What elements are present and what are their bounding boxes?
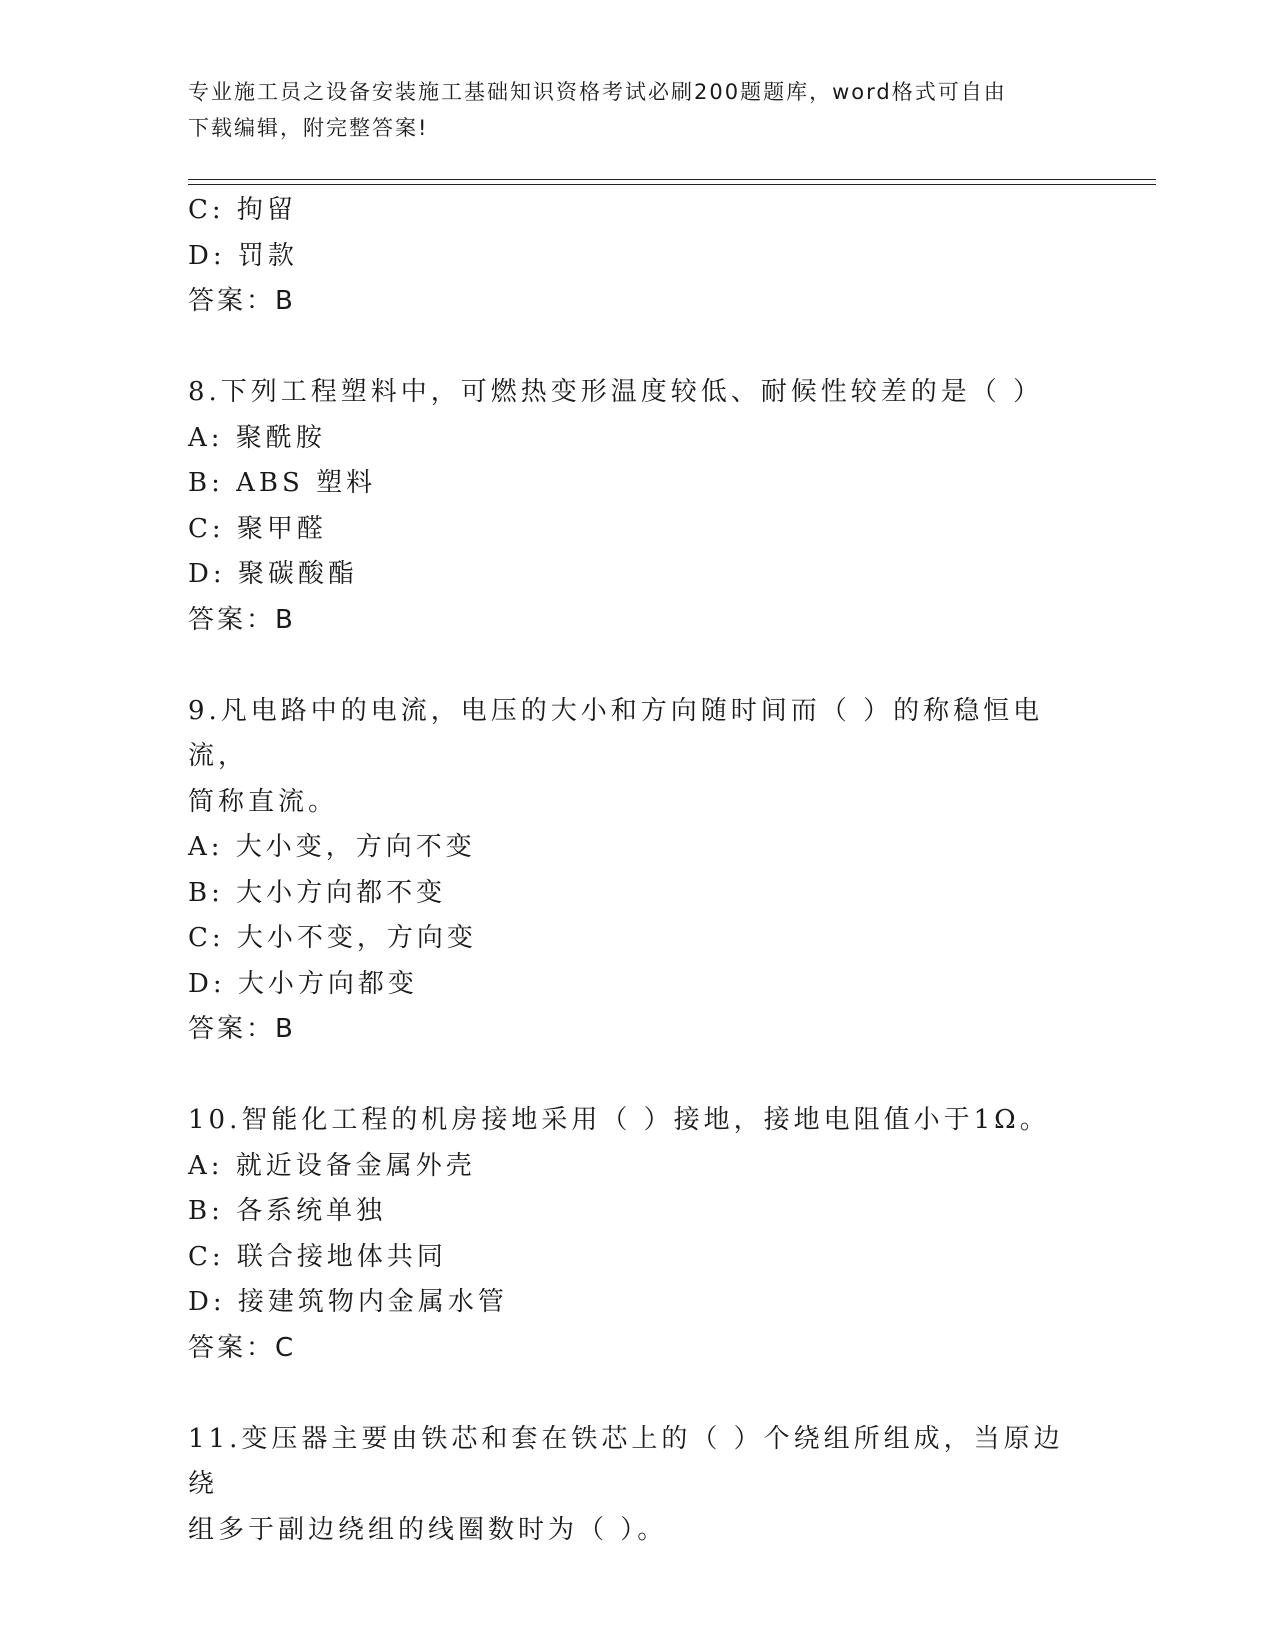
option-c: C: 聚甲醛 <box>188 513 327 544</box>
option-d: D: 罚款 <box>188 240 298 271</box>
option-b: B: ABS 塑料 <box>188 468 377 498</box>
option-d: D: 接建筑物内金属水管 <box>188 1287 508 1317</box>
document-body <box>188 188 1088 1553</box>
answer-line: 答案：B <box>188 604 296 635</box>
option-d: D: 大小方向都变 <box>188 968 418 999</box>
header-line-1: 专业施工员之设备安装施工基础知识资格考试必刷200题题库，word格式可自由 <box>188 80 1007 104</box>
question-text: 10.智能化工程的机房接地采用（ ）接地，接地电阻值小于1Ω。 <box>188 1105 1050 1135</box>
question-text: 9.凡电路中的电流，电压的大小和方向随时间而（ ）的称稳恒电流， <box>188 695 1044 771</box>
option-a: A: 就近设备金属外壳 <box>188 1150 476 1181</box>
option-b: B: 大小方向都不变 <box>188 877 447 908</box>
option-c: C: 联合接地体共同 <box>188 1241 447 1272</box>
question-block-8 <box>188 370 1088 643</box>
question-block-11 <box>188 1417 1088 1554</box>
header-rule-bottom <box>188 184 1156 185</box>
option-d: D: 聚碳酸酯 <box>188 559 358 589</box>
question-text: 8.下列工程塑料中，可燃热变形温度较低、耐候性较差的是（ ） <box>188 377 1044 407</box>
spacer <box>188 1053 1088 1099</box>
answer-line: 答案：B <box>188 1014 296 1044</box>
spacer <box>188 325 1088 371</box>
option-c: C: 大小不变，方向变 <box>188 923 477 953</box>
option-a: A: 大小变，方向不变 <box>188 832 476 862</box>
answer-line: 答案：B <box>188 286 296 316</box>
question-block-10 <box>188 1098 1088 1371</box>
option-b: B: 各系统单独 <box>188 1196 387 1226</box>
header-rule-top <box>188 179 1156 180</box>
option-a: A: 聚酰胺 <box>188 422 326 453</box>
header-line-2: 下载编辑，附完整答案! <box>188 116 429 140</box>
spacer <box>188 1371 1088 1417</box>
question-block-7 <box>188 188 1088 325</box>
question-text: 11.变压器主要由铁芯和套在铁芯上的（ ）个绕组所组成，当原边绕 <box>188 1423 1064 1499</box>
question-text-continued: 组多于副边绕组的线圈数时为（ ）。 <box>188 1514 668 1545</box>
question-text-continued: 简称直流。 <box>188 786 339 817</box>
question-block-9 <box>188 689 1088 1053</box>
spacer <box>188 643 1088 689</box>
document-header <box>188 74 1088 146</box>
option-c: C: 拘留 <box>188 195 297 225</box>
answer-line: 答案：C <box>188 1332 297 1363</box>
